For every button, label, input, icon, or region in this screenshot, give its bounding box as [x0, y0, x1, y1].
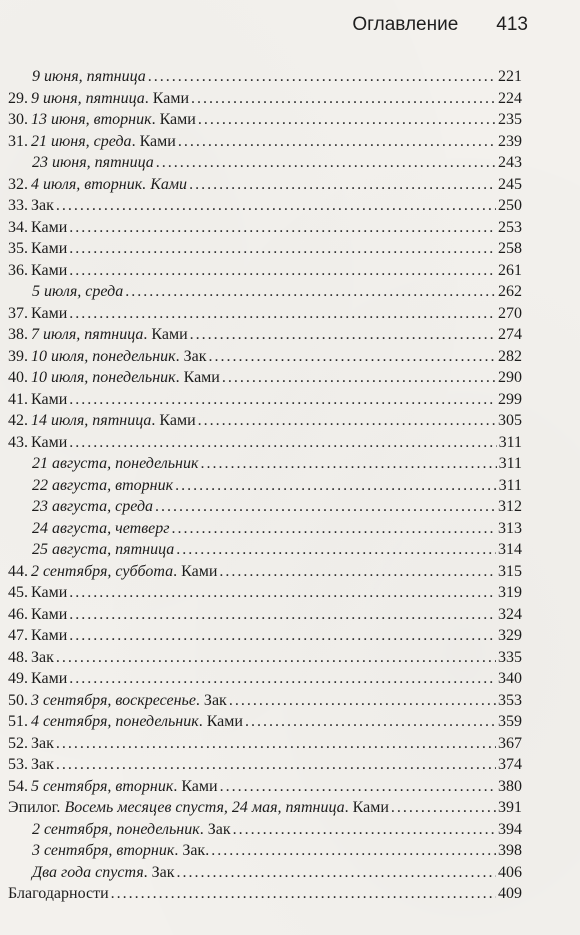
dot-leader — [209, 346, 497, 368]
dot-leader — [69, 582, 496, 604]
toc-entry-label — [8, 109, 196, 131]
entry-page-number: 340 — [498, 670, 522, 687]
toc-entry-label — [8, 647, 54, 669]
toc-entry — [8, 66, 522, 88]
entry-narrator: . Зак. — [174, 842, 210, 859]
chapter-number: 33. — [8, 197, 28, 214]
table-of-contents — [8, 66, 522, 905]
chapter-number: 35. — [8, 240, 28, 257]
dot-leader — [56, 195, 496, 217]
toc-entry — [8, 346, 522, 368]
entry-narrator: Ками — [31, 240, 68, 257]
chapter-number: 30. — [8, 111, 28, 128]
toc-entry — [8, 324, 522, 346]
toc-entry-label — [8, 281, 123, 303]
entry-page-number: 235 — [498, 111, 522, 128]
entry-page-number: 311 — [498, 455, 522, 472]
toc-entry — [8, 690, 522, 712]
entry-page-number: 329 — [498, 627, 522, 644]
chapter-number: 37. — [8, 304, 28, 322]
dot-leader — [189, 174, 496, 196]
entry-page-number: 398 — [498, 842, 522, 859]
toc-entry-label — [8, 432, 67, 454]
entry-narrator: Зак — [31, 734, 54, 752]
entry-page-number: 250 — [498, 197, 522, 214]
running-head-page-number: 413 — [496, 14, 528, 35]
dot-leader — [176, 539, 496, 561]
entry-date: 5 июля, среда — [32, 283, 124, 300]
entry-page-number: 319 — [498, 584, 522, 601]
dot-leader — [125, 281, 496, 303]
entry-date: 4 сентября, понедельник — [31, 713, 199, 730]
entry-page-number: 367 — [498, 734, 522, 752]
dot-leader — [245, 711, 496, 733]
entry-narrator: Ками — [31, 627, 68, 644]
entry-page-number: 239 — [498, 132, 522, 150]
toc-entry-label — [8, 152, 154, 174]
entry-narrator: . Ками — [131, 132, 176, 150]
entry-page-number: 314 — [498, 541, 522, 558]
toc-entry-label — [8, 475, 173, 497]
entry-narrator: Ками — [31, 218, 68, 236]
entry-narrator: . Ками — [175, 369, 220, 386]
entry-page-number: 409 — [498, 885, 522, 902]
toc-entry-label — [8, 840, 209, 862]
entry-page-number: 311 — [498, 433, 522, 451]
toc-entry-label — [8, 324, 188, 346]
entry-page-number: 262 — [498, 283, 522, 300]
entry-narrator: Ками — [31, 584, 68, 601]
entry-date: 10 июля, понедельник — [31, 347, 176, 365]
dot-leader — [175, 475, 497, 497]
toc-entry-label — [8, 883, 109, 905]
toc-entry — [8, 797, 522, 819]
toc-entry-label — [8, 131, 176, 153]
entry-date: 23 июня, пятница — [32, 154, 154, 171]
entry-date: Два года спустя — [32, 863, 144, 881]
dot-leader — [391, 797, 496, 819]
entry-prefix: Эпилог. — [8, 799, 65, 816]
chapter-number: 50. — [8, 691, 28, 709]
entry-page-number: 313 — [498, 519, 522, 537]
entry-narrator: Ками — [31, 605, 68, 623]
entry-date: 22 августа, вторник — [32, 476, 174, 494]
dot-leader — [198, 410, 496, 432]
entry-date: 4 июля, вторник. Ками — [31, 175, 188, 193]
entry-page-number: 324 — [498, 605, 522, 623]
entry-narrator: Ками — [31, 390, 68, 408]
entry-date: 23 августа, среда — [32, 498, 154, 515]
toc-entry — [8, 281, 522, 303]
toc-entry — [8, 862, 522, 884]
entry-date: 13 июня, вторник — [31, 111, 152, 128]
toc-entry — [8, 195, 522, 217]
dot-leader — [177, 862, 496, 884]
entry-date: 9 июня, пятница — [31, 89, 145, 107]
entry-page-number: 274 — [498, 326, 522, 343]
dot-leader — [69, 432, 496, 454]
toc-entry — [8, 561, 522, 583]
entry-page-number: 380 — [498, 777, 522, 795]
entry-page-number: 391 — [498, 799, 522, 816]
entry-narrator: Зак — [31, 756, 54, 773]
chapter-number: 53. — [8, 756, 28, 773]
toc-entry-label — [8, 625, 67, 647]
chapter-number: 40. — [8, 369, 28, 386]
running-head — [352, 14, 528, 36]
entry-page-number: 335 — [498, 648, 522, 666]
toc-entry — [8, 539, 522, 561]
entry-date: 3 сентября, воскресенье — [31, 691, 196, 709]
entry-narrator: Ками — [31, 304, 68, 322]
toc-entry — [8, 518, 522, 540]
chapter-number: 31. — [8, 132, 28, 150]
toc-entry — [8, 432, 522, 454]
dot-leader — [69, 625, 496, 647]
entry-date: 3 сентября, вторник — [32, 842, 175, 859]
entry-narrator: . Ками — [151, 412, 196, 429]
entry-narrator: . Ками — [344, 799, 389, 816]
entry-page-number: 353 — [498, 691, 522, 709]
entry-page-number: 406 — [498, 863, 522, 881]
entry-date: 10 июля, понедельник — [31, 369, 176, 386]
entry-date: 24 августа, четверг — [32, 519, 170, 537]
toc-entry — [8, 238, 522, 260]
dot-leader — [69, 303, 496, 325]
toc-entry — [8, 131, 522, 153]
toc-entry-label — [8, 303, 67, 325]
toc-entry — [8, 410, 522, 432]
entry-date: 2 сентября, суббота — [31, 562, 174, 580]
dot-leader — [190, 324, 496, 346]
dot-leader — [200, 453, 496, 475]
chapter-number: 44. — [8, 562, 28, 580]
dot-leader — [198, 109, 496, 131]
entry-narrator: . Ками — [143, 326, 188, 343]
toc-entry-label — [8, 66, 146, 88]
chapter-number: 54. — [8, 777, 28, 795]
toc-entry — [8, 303, 522, 325]
dot-leader — [178, 131, 496, 153]
entry-page-number: 299 — [498, 390, 522, 408]
dot-leader — [69, 604, 496, 626]
toc-entry — [8, 776, 522, 798]
toc-entry — [8, 88, 522, 110]
entry-page-number: 243 — [498, 154, 522, 171]
entry-date: 5 сентября, вторник — [31, 777, 174, 795]
entry-narrator: . Зак — [199, 820, 231, 838]
dot-leader — [229, 690, 496, 712]
entry-narrator: Ками — [31, 670, 68, 687]
toc-entry — [8, 647, 522, 669]
entry-page-number: 221 — [498, 68, 522, 85]
entry-narrator: . Ками — [144, 89, 190, 107]
entry-date: 2 сентября, понедельник — [32, 820, 200, 838]
toc-entry — [8, 496, 522, 518]
entry-page-number: 374 — [498, 756, 522, 773]
toc-entry-label — [8, 711, 243, 733]
chapter-number: 48. — [8, 648, 28, 666]
toc-entry — [8, 582, 522, 604]
toc-entry — [8, 367, 522, 389]
toc-entry — [8, 668, 522, 690]
toc-entry — [8, 819, 522, 841]
chapter-number: 39. — [8, 347, 28, 365]
entry-narrator: . Ками — [173, 777, 218, 795]
dot-leader — [211, 840, 496, 862]
toc-entry-label — [8, 389, 67, 411]
toc-entry-label — [8, 561, 217, 583]
entry-narrator: . Ками — [151, 111, 196, 128]
toc-entry-label — [8, 776, 218, 798]
dot-leader — [69, 217, 496, 239]
entry-page-number: 315 — [498, 562, 522, 580]
toc-entry — [8, 733, 522, 755]
dot-leader — [220, 776, 496, 798]
toc-entry — [8, 109, 522, 131]
entry-page-number: 258 — [498, 240, 522, 257]
toc-entry-label — [8, 195, 54, 217]
entry-page-number: 245 — [498, 175, 522, 193]
chapter-number: 47. — [8, 627, 28, 644]
entry-date: 25 августа, пятница — [32, 541, 175, 558]
toc-entry-label — [8, 174, 187, 196]
entry-date: 7 июля, пятница — [31, 326, 144, 343]
entry-page-number: 394 — [498, 820, 522, 838]
entry-narrator: Ками — [31, 433, 68, 451]
entry-date: 21 августа, понедельник — [32, 455, 199, 472]
toc-entry — [8, 840, 522, 862]
toc-entry-label — [8, 453, 198, 475]
dot-leader — [111, 883, 496, 905]
dot-leader — [69, 238, 496, 260]
toc-entry-label — [8, 346, 207, 368]
dot-leader — [172, 518, 496, 540]
entry-narrator: . Ками — [173, 562, 218, 580]
entry-narrator: . Ками — [198, 713, 243, 730]
toc-entry-label — [8, 367, 220, 389]
dot-leader — [156, 152, 496, 174]
toc-entry — [8, 475, 522, 497]
toc-entry — [8, 453, 522, 475]
dot-leader — [56, 733, 496, 755]
chapter-number: 34. — [8, 218, 28, 236]
chapter-number: 32. — [8, 175, 28, 193]
toc-entry-label — [8, 88, 189, 110]
toc-entry-label — [8, 797, 389, 819]
dot-leader — [219, 561, 496, 583]
entry-page-number: 270 — [498, 304, 522, 322]
dot-leader — [148, 66, 496, 88]
toc-entry-label — [8, 238, 67, 260]
toc-entry — [8, 625, 522, 647]
dot-leader — [56, 754, 496, 776]
toc-entry — [8, 217, 522, 239]
entry-narrator: Зак — [31, 197, 54, 214]
chapter-number: 49. — [8, 670, 28, 687]
chapter-number: 36. — [8, 261, 28, 279]
dot-leader — [155, 496, 496, 518]
dot-leader — [69, 260, 496, 282]
entry-narrator: . Зак — [195, 691, 227, 709]
toc-entry — [8, 711, 522, 733]
chapter-number: 38. — [8, 326, 28, 343]
entry-page-number: 290 — [498, 369, 522, 386]
toc-entry-label — [8, 862, 175, 884]
toc-entry-label — [8, 668, 67, 690]
entry-page-number: 282 — [498, 347, 522, 365]
chapter-number: 45. — [8, 584, 28, 601]
entry-date: 9 июня, пятница — [32, 68, 146, 85]
running-head-title: Оглавление — [352, 14, 459, 35]
toc-entry — [8, 604, 522, 626]
toc-entry — [8, 260, 522, 282]
entry-date: Восемь месяцев спустя, 24 мая, пятница — [64, 799, 345, 816]
entry-page-number: 261 — [498, 261, 522, 279]
toc-entry-label — [8, 604, 67, 626]
toc-entry-label — [8, 733, 54, 755]
dot-leader — [233, 819, 496, 841]
entry-narrator: Благодарности — [8, 885, 109, 902]
entry-narrator: Зак — [31, 648, 54, 666]
entry-page-number: 359 — [498, 713, 522, 730]
chapter-number: 41. — [8, 390, 28, 408]
toc-entry-label — [8, 819, 231, 841]
entry-page-number: 311 — [498, 476, 522, 494]
toc-entry-label — [8, 496, 153, 518]
toc-entry-label — [8, 539, 174, 561]
dot-leader — [56, 647, 496, 669]
entry-narrator: . Зак — [175, 347, 207, 365]
dot-leader — [191, 88, 496, 110]
toc-entry — [8, 174, 522, 196]
entry-date: 21 июня, среда — [31, 132, 132, 150]
chapter-number: 52. — [8, 734, 28, 752]
entry-date: 14 июля, пятница — [31, 412, 152, 429]
chapter-number: 29. — [8, 89, 28, 107]
toc-entry-label — [8, 754, 54, 776]
toc-entry-label — [8, 518, 170, 540]
chapter-number: 42. — [8, 412, 28, 429]
dot-leader — [69, 668, 496, 690]
toc-entry — [8, 754, 522, 776]
toc-entry-label — [8, 260, 67, 282]
entry-page-number: 312 — [498, 498, 522, 515]
toc-entry-label — [8, 582, 67, 604]
entry-page-number: 253 — [498, 218, 522, 236]
toc-entry — [8, 883, 522, 905]
toc-entry-label — [8, 217, 67, 239]
entry-page-number: 224 — [498, 89, 522, 107]
entry-page-number: 305 — [498, 412, 522, 429]
toc-entry-label — [8, 690, 227, 712]
entry-narrator: Ками — [31, 261, 68, 279]
chapter-number: 51. — [8, 713, 28, 730]
toc-entry — [8, 389, 522, 411]
entry-narrator: . Зак — [143, 863, 175, 881]
toc-entry-label — [8, 410, 196, 432]
dot-leader — [69, 389, 496, 411]
toc-entry — [8, 152, 522, 174]
chapter-number: 43. — [8, 433, 28, 451]
chapter-number: 46. — [8, 605, 28, 623]
dot-leader — [222, 367, 496, 389]
